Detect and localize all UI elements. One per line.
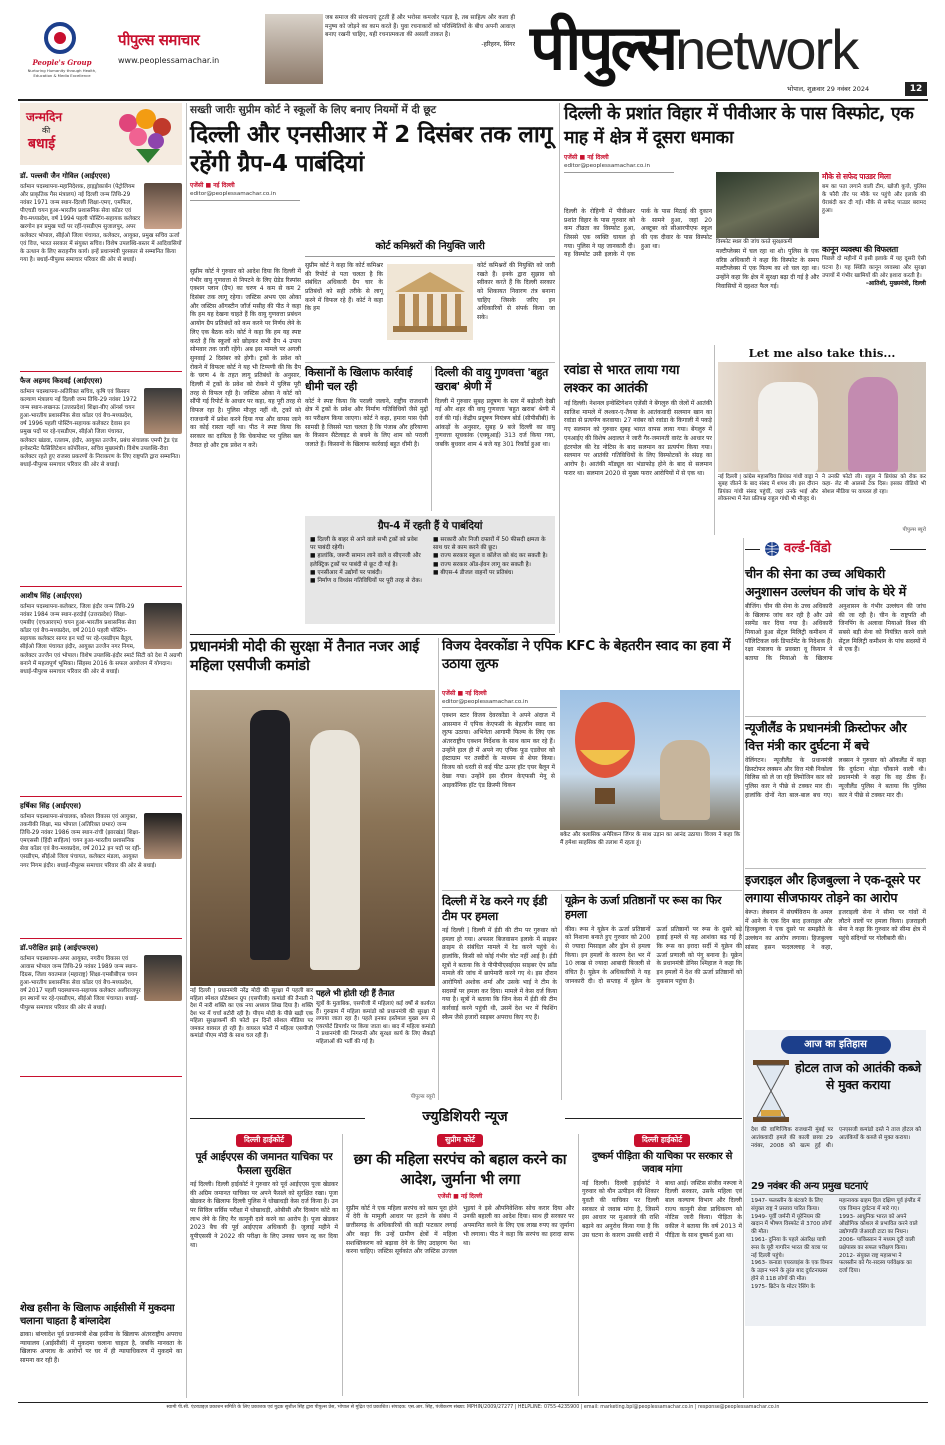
lmt-source: पीपुल्स ब्यूरो bbox=[902, 527, 926, 533]
person-bio: वर्तमान पदस्थापना-संचालक, कौशल विकास एवं आयुक्त, तकनीकी शिक्षा, मप्र भोपाल (अतिरिक्त प्रभार) जन्म तिथि-29 नवंबर 1986 जन्म स्थान-रांची (झारखंड) शिक्षा-एमएससी (हिंदी साहित्य) चयन हुआ-भारतीय प्रशासनिक सेवा कॉडर एवं बैच-मध्यप्रदेश, वर्ष 2012 इन पदों पर रहीं-एसडीएम, सीईओ जिला पंचायत, कलेक्टर मंडला, आयुक्त नगर निगम इंदौर। बधाई-पीपुल्स समाचार परिवार की ओर से बधाई। bbox=[20, 813, 157, 869]
sc-story bbox=[346, 1134, 574, 1398]
grap4-list-b bbox=[433, 536, 550, 577]
divider bbox=[190, 634, 555, 635]
divider bbox=[561, 894, 562, 1100]
events-list-b bbox=[839, 1198, 921, 1276]
event-item: 2006- पाकिस्तान ने मध्यम दूरी वाली प्रक्षेपास्त्र का सफल परीक्षण किया। bbox=[839, 1236, 915, 1251]
sc-label: सुप्रीम कोर्ट bbox=[437, 1134, 483, 1147]
person-bio: वर्तमान पदस्थापना-महानिदेशक, हाइड्रोकार्बन (पेट्रोलियम और प्राकृतिक गैस मंत्रालय) नई दिल्ली जन्म तिथि-29 नवंबर 1971 जन्म स्थान-दिल्ली शिक्षा-एमए, एमफिल, पीएचडी चयन हुआ-भारतीय प्रशासनिक सेवा कॉडर एवं बैच-मध्यप्रदेश, वर्ष 1994 पहली पोस्टिंग-सहायक कलेक्टर खरगोन इन प्रमुख पदों पर रहीं-एसडीएम सुजालपुर, अपर कलेक्टर भोपाल, सीईओ जिला पंचायत, कलेक्टर, आयुक्त, प्रमुख सचिव ऊर्जा एवं वित्त, भारत सरकार में संयुक्त सचिव। विशेष उपलब्धि-बस्तर में आदिवासियों के उत्थान के लिए सराहनीय कार्य। इन्हें प्रधानमंत्री पुरस्कार से सम्मानित किया गया है। बधाई-पीपुल्स समाचार परिवार की ओर से बधाई। bbox=[20, 183, 182, 263]
ed-body: नई दिल्ली | दिल्ली में ईडी की टीम पर गुरुवार को हमला हो गया। अफसर बिजवासन इलाके में साइबर क्राइम से संबंधित मामले में रेड करने पहुंचे थे। हालांकि, किसी को कोई गंभीर चोट नहीं आई है। ईडी सूत्रों ने बताया कि वे पीपीपीएसईएस साइबर ऐप फ्रॉड मामले की जांच में छापेमारी करने गए थे। इस दौरान आरोपियों अशोक शर्मा और उसके भाई ने टीम के सदस्यों पर हमला कर दिया। मामले में केस दर्ज किया गया है। सूत्रों ने बताया कि जिन केस में ईडी की टीम कार्रवाई करने पहुंची थी, उसमें देश भर में फिशिंग स्कैम जैसे हजारों साइबर अपराध किए गए हैं। bbox=[442, 926, 557, 1021]
hot-air-balloon-icon bbox=[570, 700, 640, 810]
history-lead: देश की वाणिज्यिक राजधानी मुंबई पर आतंकवादी हमले की काली छाया 29 नवंबर, 2008 को खत्म हुई थी। एनएसजी कमांडो दस्ते ने ताज होटल को आतंकियों के कब्जे से मुक्त कराया। bbox=[751, 1127, 921, 1150]
photo-figure bbox=[660, 740, 710, 820]
events-list-a bbox=[751, 1198, 833, 1292]
grap4-item: ■ बीएस-4 डीजल वाहनों पर प्रतिबंध। bbox=[433, 569, 514, 576]
website-link[interactable]: www.peoplessamachar.in bbox=[118, 56, 220, 66]
blast-body: दिल्ली के रोहिणी में पीवीआर प्रशांत विहार के पास गुरुवार को कम तीव्रता का विस्फोट हुआ, जिससे एक व्यक्ति घायल हो गया। पुलिस ने यह जानकारी दी। यह विस्फोट उसी इलाके में एक पार्क के पास मिठाई की दुकान के सामने हुआ, जहां 20 अक्टूबर को सीआरपीएफ स्कूल की एक दीवार के पास विस्फोट हुआ था। bbox=[564, 208, 712, 259]
china-headline: चीन की सेना का उच्च अधिकारी अनुशासन उल्लंघन की जांच के घेरे में bbox=[745, 566, 906, 599]
person-name: फैज अहमद किदवई (आईएएस) bbox=[20, 377, 103, 385]
birthday-person bbox=[20, 587, 182, 797]
birthday-person bbox=[20, 939, 182, 1077]
hc2-body: नई दिल्ली। दिल्ली हाईकोर्ट ने गुरुवार को यौन उत्पीड़न की शिकार युवती की याचिका पर दिल्ली सरकार से जवाब मांगा है, जिसमें इस आधार पर मुआवजे की राशि बढ़ाने का अनुरोध किया गया है कि उस घटना के कारण उसकी शादी में बाधा आई। जस्टिस संजीव नरूला ने दिल्ली सरकार, उसके महिला एवं बाल कल्याण विभाग और दिल्ली राज्य कानूनी सेवा प्राधिकरण को नोटिस जारी किया। पीड़िता के वकील ने बताया कि वर्ष 2013 में पीड़िता के साथ दुष्कर्म हुआ था। bbox=[582, 1179, 742, 1239]
sc-body: सुप्रीम कोर्ट ने एक महिला सरपंच को काम पूरा होने में देरी के मामूली आधार पर हटाने के संबंध में छत्तीसगढ़ के अधिकारियों की कड़ी फटकार लगाई और कहा कि उन्हें ग्रामीण क्षेत्रों में महिला सशक्तिकरण को बढ़ावा देने के लिए उदाहरण पेश करना चाहिए। जस्टिस सूर्यकांत और जस्टिस उज्जल भुइयां ने इसे औपनिवेशिक सोच करार दिया और उनकी बहाली का आदेश दिया। साथ ही सरकार पर अपमानित करने के लिए एक लाख रुपए का जुर्माना भी लगाया। पीठ ने कहा कि सरपंच का इरादा साफ था। bbox=[346, 1204, 574, 1256]
group-logo bbox=[22, 18, 102, 93]
divider bbox=[745, 549, 760, 550]
divider bbox=[714, 345, 715, 535]
vijay-body: एक्शन स्टार विजय देवरकोंडा ने अपने अंदाज में आसमान में एपिक केएफसी के बेहतरीन स्वाद का लुत्फ उठाया। अभिनेता आगामी फिल्म के लिए एक अंतरराष्ट्रीय एक्शन निर्देशक के साथ काम कर रहे हैं। उन्होंने हाल ही में अपने नए एपिक फूड एडवेंचर को इंस्टाग्राम पर तस्वीरों के माध्यम से शेयर किया। विजय को धरती से कई फीट ऊपर हॉट एयर बैलून में देखा गया। उन्होंने इस दौरान केएफसी मेनू से आइकॉनिक हॉट एंड क्रिस्पी चिकन bbox=[442, 712, 555, 789]
modi-sub-head: पहले भी होती रही हैं तैनात bbox=[316, 989, 395, 999]
grap4-item: ■ हालांकि, जरूरी सामान लाने वाले व सीएनजी और इलेक्ट्रिक ट्रकों पर पाबंदी से छूट दी गई है। bbox=[310, 553, 421, 568]
lmt-caption: नई दिल्ली | कांग्रेस महासचिव प्रियंका गांधी वाड्रा ने सुबह जीतने के बाद संसद में शपथ ली। इस दौरान प्रियंका गांधी संसद पहुंचीं, जहां उनके भाई और लोकसभा में नेता प्रतिपक्ष राहुल गांधी भी मौजूद थे। bbox=[718, 474, 818, 502]
masthead bbox=[0, 0, 945, 100]
air-quality-story bbox=[435, 366, 555, 516]
nz-body: वेलिंगटन। न्यूजीलैंड के प्रधानमंत्री क्रिस्टोफर लक्सन और वित्त मंत्री निकोला विलिस को ले जा रही लिमोजिन कार को पुलिस कार ने पीछे से टक्कर मार दी। हालांकि दोनों नेता बाल-बाल बच गए। लक्सन ने गुरुवार को ऑकलैंड में कहा कि दुर्घटना थोड़ा चौंकाने वाली थी। प्रधानमंत्री ने कहा कि वह ठीक हैं। न्यूजीलैंड पुलिस ने बताया कि पुलिस कार ने पीछे से टक्कर मार दी। bbox=[745, 757, 926, 799]
person-name: आशीष सिंह (आईएएस) bbox=[20, 592, 83, 600]
divider bbox=[442, 890, 742, 891]
quote-box bbox=[325, 14, 515, 92]
vijay-caption: बकेट और क्लासिक अमेरिकन जिंगर के साथ उड़ान का आनंद उठाया। विजय ने कहा कि मैं हमेशा साहसिक की तलाश में रहता हूं। bbox=[560, 832, 740, 846]
blast-extra-body: मल्टीप्लेक्स में चल रहा था शो। पुलिस के एक वरिष्ठ अधिकारी ने कहा कि विस्फोट के समय मल्टीप्लेक्स में एक फिल्म का शो चल रहा था। उन्होंने कहा कि क्षेत्र में सुरक्षा बढ़ा दी गई है और निवासियों में दहशत फैल गई। bbox=[716, 248, 819, 290]
judiciary-section bbox=[190, 1108, 742, 1398]
person-photo bbox=[144, 813, 182, 859]
globe-icon bbox=[764, 541, 780, 557]
modi-source: पीपुल्स ब्यूरो bbox=[410, 1094, 435, 1100]
blast-photo-caption: विस्फोट स्थल की जांच करते सुरक्षाकर्मी bbox=[716, 239, 793, 245]
masthead-rule bbox=[18, 99, 928, 101]
grap4-item: ■ राज्य सरकार स्कूल व कॉलेज को बंद कर सकती है। bbox=[433, 553, 548, 560]
modi-headline: प्रधानमंत्री मोदी की सुरक्षा में तैनात नजर आई महिला एसपीजी कमांडो bbox=[190, 639, 419, 674]
event-item: 2012- संयुक्त राष्ट्र महासभा ने फलस्तीन को गैर-सदस्य पर्यवेक्षक का दर्जा दिया। bbox=[839, 1252, 912, 1275]
world-window-title: वर्ल्ड-विंडो bbox=[784, 541, 831, 556]
divider bbox=[342, 1134, 343, 1396]
main-byline: एजेंसी ■ नई दिल्ली bbox=[190, 182, 235, 190]
law-head: कानून व्यवस्था की विफलता bbox=[822, 245, 898, 254]
grap4-list-a bbox=[310, 536, 425, 585]
main-email: editor@peoplessamachar.co.in bbox=[190, 191, 300, 201]
event-item: 1961- दुनिया के पहले अंतरिक्ष यात्री रूस के यूरी गागरिन भारत की यात्रा पर नई दिल्ली पहुंचे। bbox=[751, 1236, 828, 1259]
sc-headline: छग की महिला सरपंच को बहाल करने का आदेश, जुर्माना भी लगा bbox=[353, 1151, 567, 1188]
rwanda-story bbox=[564, 362, 712, 634]
person-name: हर्षिका सिंह (आईएएस) bbox=[20, 802, 82, 810]
hc1-story bbox=[190, 1134, 338, 1398]
divider bbox=[745, 868, 926, 869]
vijay-headline: विजय देवरकोंडा ने एपिक KFC के बेहतरीन स्वाद का हवा में उठाया लुत्फ bbox=[442, 638, 731, 672]
divider bbox=[565, 1118, 742, 1119]
grap4-item: ■ निर्माण व विध्वंस गतिविधियों पर पूरी तरह से रोक। bbox=[310, 578, 422, 585]
china-body: बीजिंग। चीन की सेना के उच्च अधिकारी के खिलाफ जांच कर रही है और उसे सस्पेंड कर दिया गया है। अधिकारी मियाओ हुआ सेंट्रल मिलिट्री कमीशन में पॉलिटिकल वर्क डिपार्टमेंट के निदेशक हैं। रक्षा मंत्रालय के प्रवक्ता वू कियान ने बताया कि मियाओ के खिलाफ अनुशासन के गंभीर उल्लंघन की जांच की जा रही है। चीन के राष्ट्रपति शी जिनपिंग के अलावा मियाओ विश्व की सबसे बड़ी सेना को नियंत्रित करने वाले सेंट्रल मिलिट्री कमीशन के पांच सदस्यों में से एक हैं। bbox=[745, 603, 926, 663]
birthday-column bbox=[20, 103, 182, 1300]
modi-caption: नई दिल्ली | प्रधानमंत्री नरेंद्र मोदी की सुरक्षा में पहली बार महिला स्पेशल प्रोटेक्शन ग्रुप (एसपीजी) कमांडो की तैनाती ने देश में नारी शक्ति का एक नया अध्याय लिख दिया है। शक्ति देश भर में चर्चा बटोरी रही है। पीएम मोदी के पीछे खड़ी एक महिला सुरक्षाकर्मी की फोटो इन दिनों सोशल मीडिया पर जमकर वायरल हो रही है। वायरल फोटो में महिला एसपीजी कमांडो पीएम मोदी के साथ चल रही हैं। bbox=[190, 988, 313, 1040]
farmers-head: किसानों के खिलाफ कार्रवाई धीमी चल रही bbox=[305, 366, 413, 394]
flower-bouquet-icon bbox=[108, 105, 178, 163]
photo-figure bbox=[758, 382, 818, 472]
court-commissioner-box bbox=[305, 240, 555, 360]
person-bio: वर्तमान पदस्थापना-अपर आयुक्त, नगरीय विकास एवं आवास भोपाल जन्म तिथि-29 नवंबर 1989 जन्म स्थान-दिग्रस, जिला यवतमाल (महाराष्ट्र) शिक्षा-एमबीबीएस चयन हुआ-भारतीय प्रशासनिक सेवा कॉडर एवं बैच-मध्यप्रदेश, वर्ष 2017 पहली पदस्थापना-सहायक कलेक्टर अलीराजपुर इन स्थानों पर रहे-एसडीएम, सीईओ जिला पंचायत। बधाई-पीपुल्स समाचार परिवार की ओर से बधाई। bbox=[20, 955, 141, 1011]
air-quality-head: दिल्ली की वायु गुणवत्ता 'बहुत खराब' श्रेणी में bbox=[435, 366, 548, 394]
blast-byline: एजेंसी ■ नई दिल्ली bbox=[564, 154, 609, 162]
paper-name: पीपुल्स समाचार bbox=[118, 31, 200, 49]
lmt-photo bbox=[718, 362, 926, 472]
ed-headline: दिल्ली में रेड करने गए ईडी टीम पर हमला bbox=[442, 894, 547, 923]
grap4-item: ■ सरकारी और निजी दफ्तरों में 50 फीसदी क्षमता के साथ घर से काम करने की छूट। bbox=[433, 537, 546, 552]
birthday-person bbox=[20, 372, 182, 587]
hc1-label: दिल्ली हाईकोर्ट bbox=[236, 1134, 292, 1147]
main-body: सुप्रीम कोर्ट ने गुरुवार को आदेश दिया कि दिल्ली में गंभीर वायु गुणवत्ता से निपटने के लिए ग्रेडेड रिस्पांस एक्शन प्लान (ग्रैप) का चरण 4 कम से कम 2 दिसंबर तक लागू रहेगा। जस्टिस अभय एस ओका और जस्टिस ऑगस्टीन जॉर्ज मसीह की पीठ ने कहा कि हम यह देखना चाहते हैं कि वायु गुणवत्ता प्रबंधन आयोग ग्रैप प्रतिबंधों को कम करने पर निर्णय लेने के लिए एक बैठक करे। कोर्ट ने कहा कि हम यह स्पष्ट करते हैं कि स्कूलों को छोड़कर सभी ग्रैप 4 उपाय सोमवार तक जारी रहेंगे। अब इस मामले पर अगली सुनवाई 2 दिसंबर को होगी। ट्रकों के प्रवेश को रोकने में विफलः कोर्ट ने यह भी टिप्पणी की कि ग्रैप के चरण 4 के तहत लागू प्रतिबंधों के अनुसार, दिल्ली में ट्रकों के प्रवेश को रोकने में पुलिस पूरी तरह से विफल रही है। जस्टिस ओका ने कोर्ट को सौंपी गई रिपोर्ट के आधार पर कहा, यह पूरी तरह से विफल रहा है। पुलिस मौजूद नहीं थी, ट्रकों को राजधानी में प्रवेश करने दिया गया और वापस जाने का कोई रास्ता नहीं था। पीठ ने स्पष्ट किया कि सरकार का दायित्व है कि चेकपोस्ट पर पुलिस बल तैनात हो और ट्रक प्रवेश न करें। bbox=[190, 268, 301, 449]
divider bbox=[890, 549, 926, 550]
brand-english: network bbox=[675, 18, 858, 81]
blast-photo bbox=[716, 172, 819, 238]
vijay-byline: एजेंसी ■ नई दिल्ली bbox=[442, 690, 487, 697]
paper-logo bbox=[118, 30, 263, 75]
grap4-item: ■ एनसीआर में उद्योगों पर पाबंदी। bbox=[310, 569, 382, 576]
footer-imprint: स्वामी पी.सी. एंटरप्राइज़ प्रकाशन समिति के लिए प्रकाशक एवं मुद्रक सुशील सिंह द्वारा पीपुल्स प्रेस, भोपाल से मुद्रित एवं प्रकाशित। संपादक: एस.आर. सिंह, पंजीकरण संख्या: MPHIN/2009/27277 | HELPLINE: 0755-4235900 | email: marketing.bpl@peoplessamachar.co.in | response@peoplessamachar.co.in bbox=[166, 1405, 780, 1410]
judiciary-title: ज्युडिशियरी न्यूज bbox=[422, 1109, 508, 1125]
sc-byline: एजेंसी ■ नई दिल्ली bbox=[437, 1193, 483, 1201]
event-item: महानायक ग्राहम हिल दक्षिण पूर्व इंग्लैंड में एक विमान दुर्घटना में मारे गए। bbox=[839, 1198, 921, 1212]
modi-photo bbox=[190, 690, 435, 986]
blast-headline: दिल्ली के प्रशांत विहार में पीवीआर के पास विस्फोट, एक माह में क्षेत्र में दूसरा धमाका bbox=[564, 104, 914, 148]
person-photo bbox=[144, 388, 182, 434]
divider bbox=[745, 716, 926, 717]
rwanda-body: नई दिल्ली। नेशनल इन्वेस्टिगेशन एजेंसी ने बेंगलुरु की जेलों में आतंकी साजिश मामले में लश्कर-ए-तैयबा के आतंकवादी सलमान खान का रवांडा से प्रत्यर्पण करवाया। 27 नवंबर को रवांडा के किगाली में पकड़े गए सलमान को गुरुवार सुबह भारत वापस लाया गया। बेंगलुरु में एनआईए की विशेष अदालत ने जारी गैर-जमानती वारंट के आधार पर इंटरपोल की रेड नोटिस के बाद सलमान का प्रत्यर्पण किया गया। सलमान पर आतंकी गतिविधियों के लिए विस्फोटकों के संग्रह का आरोप है। आतंकी मॉड्यूल का भंडाफोड़ होने के बाद से सलमान फरार था। सलमान 2020 से मुख्य फरार आरोपियों में से एक था। bbox=[564, 400, 712, 477]
divider bbox=[190, 1118, 365, 1119]
hc1-body: नई दिल्ली। दिल्ली हाईकोर्ट ने गुरुवार को पूर्व आईएएस पूजा खेडकर की अग्रिम जमानत याचिका पर अपने फैसले को सुरक्षित रखा। पूजा खेडकर के खिलाफ दिल्ली पुलिस ने धोखाधड़ी केस दर्ज किया है। उन पर सिविल सर्विस परीक्षा में धोखाधड़ी, ओबीसी और दिव्यांग कोटे का लाभ लेने के लिए गैर कानूनी दावे करने का आरोप है। पूजा खेडकर 2023 बैच की पूर्व आईएएस अधिकारी हैं। जुलाई महीने में यूपीएससी ने 2022 की परीक्षा के लिए उनका चयन रद्द कर दिया था। bbox=[190, 1180, 338, 1249]
grap4-item: ■ राज्य सरकार ऑड-ईवन लागू कर सकती है। bbox=[433, 561, 531, 568]
column-divider bbox=[743, 538, 744, 1398]
divider bbox=[578, 1134, 579, 1396]
rwanda-headline: रवांडा से भारत लाया गया लश्कर का आतंकी bbox=[564, 363, 680, 396]
law-source: -आतिशी, मुख्यमंत्री, दिल्ली bbox=[865, 280, 926, 288]
birthday-person bbox=[20, 797, 182, 939]
events-title: 29 नवंबर की अन्य प्रमुख घटनाएं bbox=[751, 1180, 921, 1195]
ukraine-headline: यूक्रेन के ऊर्जा प्रतिष्ठानों पर रूस का फिर हमला bbox=[565, 894, 722, 922]
israel-body: बेरूत। लेबनान में संघर्षविराम के अमल में आने के एक दिन बाद इजराइल और हिजबुल्ला ने एक दूसरे पर समझौते के उल्लंघन का आरोप लगाया। हिजबुल्ला सांसद हसन फदलल्लाह ने कहा, इजराइली सेना ने सीमा पर गांवों में लौटने वालों पर हमला किया। इजराइली सेना ने कहा कि गुरुवार को सीमा क्षेत्र में पहुंचे संदिग्धों पर गोलीबारी की। bbox=[745, 909, 926, 951]
grap4-box bbox=[305, 516, 555, 624]
footer-rule bbox=[18, 1402, 928, 1403]
person-photo bbox=[144, 183, 182, 229]
hasina-body: ढाका। बांग्लादेश पूर्व प्रधानमंत्री शेख हसीना के खिलाफ अंतरराष्ट्रीय अपराध न्यायालय (आईसीसी) में मुकदमा चलाना चाहता है, जबकि मानवता के खिलाफ अपराध के आरोपों पर घर में ही न्यायाधिकरण में मुकदमे का सामना कर रही हैं। bbox=[20, 1331, 182, 1365]
main-kicker: सख्ती जारीः सुप्रीम कोर्ट ने स्कूलों के लिए बनाए नियमों में दी छूट bbox=[190, 104, 437, 116]
brand-logo bbox=[530, 4, 920, 84]
law-box bbox=[822, 244, 926, 340]
farmers-story bbox=[305, 366, 428, 516]
brand-hindi: पीपुल्स bbox=[530, 11, 676, 84]
birthday-person bbox=[20, 167, 182, 372]
dateline: भोपाल, शुक्रवार 29 नवंबर 2024 bbox=[787, 85, 870, 93]
court-commissioner-col1: सुप्रीम कोर्ट ने कहा कि कोर्ट कमिश्नर की रिपोर्ट से पता चलता है कि संबंधित अधिकारी ग्रैप चार के प्रतिबंधों को सही तरीके से लागू करने में विफल रहे हैं। कोर्ट ने कहा कि हम bbox=[305, 262, 383, 313]
hasina-story bbox=[20, 1302, 182, 1396]
event-item: 1963- कनाडा एयरलाइंस के एक विमान के उड़ान भरने के तुरंत बाद दुर्घटनाग्रस्त होने से 118 लोगों की मौत। bbox=[751, 1260, 833, 1282]
ed-story bbox=[442, 894, 557, 1100]
person-bio: वर्तमान पदस्थापना-कलेक्टर, जिला इंदौर जन्म तिथि-29 नवंबर 1984 जन्म स्थान-हरदोई (उत्तरप्रदेश) शिक्षा-एमबीए (एचआरएम) चयन हुआ-भारतीय प्रशासनिक सेवा कॉडर एवं बैच-मध्यप्रदेश, वर्ष 2010 पहली पोस्टिंग-सहायक कलेक्टर सागर इन पदों पर रहे-एसडीएम बैतूल, सीईओ जिला पंचायत इंदौर, आयुक्त उज्जैन नगर निगम, कलेक्टर उज्जैन एवं भोपाल। विशेष उपलब्धि-इंदौर स्मार्ट सिटी को देश में अग्रणी बनाने में महत्वपूर्ण भूमिका। सिंहस्थ 2016 के सफल आयोजन में योगदान। बधाई-पीपुल्स समाचार परिवार की ओर से बधाई। bbox=[20, 603, 182, 675]
blast-extra bbox=[716, 248, 819, 358]
blast-email: editor@peoplessamachar.co.in bbox=[564, 163, 674, 173]
person-photo bbox=[144, 603, 182, 649]
photo-figure bbox=[250, 710, 290, 960]
birthday-title-line2: की bbox=[42, 126, 51, 135]
vijay-byline-block bbox=[442, 690, 557, 708]
hourglass-icon bbox=[751, 1060, 791, 1122]
lmt-caption-2: ने उनकी फोटो ली। राहुल ने प्रियंका को रोक कर कहा- लेट मी आलसो टेक दिस। इसका वीडियो भी सोशल मीडिया पर वायरल हो रहा। bbox=[822, 474, 926, 495]
hasina-headline: शेख हसीना के खिलाफ आईसीसी में मुकदमा चलाना चाहता है बांग्लादेश bbox=[20, 1303, 175, 1327]
divider bbox=[438, 638, 439, 1100]
group-name: People's Group bbox=[32, 58, 92, 67]
grap4-head: ग्रैप-4 में रहती हैं ये पाबंदियां bbox=[377, 520, 483, 532]
history-headline: होटल ताज को आतंकी कब्जे से मुक्त कराया bbox=[795, 1060, 921, 1092]
court-commissioner-col2: कोर्ट कमिश्नरों की नियुक्ति को जारी रखते हैं। इनके द्वारा सुझाव को स्वीकार करते हैं कि दिल्ली सरकार को शिकायत निवारण तंत्र बनाना चाहिए जिसके जरिए इन अधिकारियों से संपर्क किया जा सके। bbox=[477, 262, 555, 322]
group-logo-icon bbox=[40, 18, 80, 58]
person-name: डॉ.परीक्षित झाड़े (आईएफएस) bbox=[20, 944, 99, 952]
page-number: 12 bbox=[905, 82, 927, 96]
vijay-email: editor@peoplessamachar.co.in bbox=[442, 699, 557, 709]
blast-story bbox=[564, 103, 926, 178]
person-bio: वर्तमान पदस्थापना-अतिरिक्त सचिव, कृषि एवं किसान कल्याण मंत्रालय नई दिल्ली जन्म तिथि-29 नवंबर 1972 जन्म स्थान-लखनऊ (उत्तरप्रदेश) शिक्षा-बीए ऑनर्स चयन हुआ-भारतीय प्रशासनिक सेवा कॉडर एवं बैच-मध्यप्रदेश, वर्ष 1996 पहली पोस्टिंग-सहायक कलेक्टर देवास इन प्रमुख पदों पर रहे-एसडीएम, सीईओ जिला पंचायत, कलेक्टर खंडवा, रतलाम, इंदौर, आयुक्त उज्जैन, प्रबंध संचालक एमपी ट्रेड एंड इन्वेस्टमेंट फैसिलिटेशन कॉर्पोरेशन, सचिव मुख्यमंत्री। विशेष उपलब्धि-रीवा कलेक्टर रहते हुए राजस्व प्रकरणों के निराकरण के लिए राष्ट्रपति द्वारा सम्मानित। बधाई-पीपुल्स समाचार परिवार की ओर से बधाई। bbox=[20, 388, 181, 468]
birthday-banner bbox=[20, 103, 182, 165]
quote-author-photo bbox=[265, 14, 323, 84]
court-commissioner-head: कोर्ट कमिश्नरों की नियुक्ति जारी bbox=[305, 240, 555, 257]
person-photo bbox=[144, 955, 182, 1001]
hc1-headline: पूर्व आईएएस की जमानत याचिका पर फैसला सुरक्षित bbox=[195, 1150, 333, 1177]
hc2-story bbox=[582, 1134, 742, 1398]
ukraine-story bbox=[565, 894, 742, 1100]
event-item: 1993- आधुनिक भारत को अपने औद्योगिक कौशल से प्रभावित करने वाले उद्योगपति जेआरडी टाटा का निधन। bbox=[839, 1213, 918, 1236]
photo-figure bbox=[848, 377, 898, 472]
blast-sidebar-body: बम का पता लगाने वाली टीम, खोजी कुत्ते, पुलिस के फौरी तौर पर मौके पर पहुंचे और इलाके की घेराबंदी कर दी गई। मौके से सफेद पाउडर बरामद हुआ। bbox=[822, 183, 926, 214]
israel-headline: इजराइल और हिजबुल्ला ने एक-दूसरे पर लगाया सीजफायर तोड़ने का आरोप bbox=[745, 872, 920, 905]
modi-sub-body: सूत्रों के मुताबिक, एसपीजी में महिलाएं कई वर्षों से कार्यरत हैं। गुरुग्राम में महिला कमांडो को प्रधानमंत्री की सुरक्षा में लगाया जाता रहा है। पहले इनका इस्तेमाल मुख्य रूप से एयरपोर्ट डिपार्चर पर किया जाता था। बाद में महिला कमांडो ने प्रधानमंत्री की निगरानी और सुरक्षा कार्य के लिए सैकड़ों महिलाओं की भर्ती की गई है। bbox=[316, 1001, 435, 1045]
divider bbox=[305, 362, 555, 363]
column-divider bbox=[559, 103, 560, 633]
israel-story bbox=[745, 871, 926, 1021]
birthday-list bbox=[20, 167, 182, 1077]
farmers-body: कोर्ट ने स्पष्ट किया कि पराली जलाने, राष्ट्रीय राजधानी क्षेत्र में ट्रकों के प्रवेश और निर्माण गतिविधियों जैसे मुद्दों का परीक्षण किया जाएगा। कोर्ट ने कहा, हमारा पास ऐसी सामग्री है जिससे पता चलता है कि पंजाब और हरियाणा के किसान सैटेलाइट से बचने के लिए शाम को पराली जलाते हैं। किसानों के खिलाफ कार्रवाई बहुत धीमी है। bbox=[305, 397, 428, 449]
history-box bbox=[745, 1030, 926, 1326]
person-name: डॉ. पल्लवी जैन गोविल (आईएएस) bbox=[20, 172, 111, 180]
event-item: 1975- ब्रिटेन के मोटर रेसिंग के bbox=[751, 1283, 815, 1290]
hc2-headline: दुष्कर्म पीड़िता की याचिका पर सरकार से जवाब मांगा bbox=[591, 1150, 733, 1176]
blast-sidebar-head: मौके से सफेद पाउडर मिला bbox=[822, 172, 891, 181]
nz-headline: न्यूजीलैंड के प्रधानमंत्री क्रिस्टोफर और वित्त मंत्री कार दुर्घटना में बचे bbox=[745, 720, 907, 753]
blast-sidebar bbox=[822, 172, 926, 242]
supreme-court-illustration bbox=[387, 264, 473, 340]
hc2-label: दिल्ली हाईकोर्ट bbox=[634, 1134, 690, 1147]
main-headline: दिल्ली और एनसीआर में 2 दिसंबर तक लागू रहेंगी ग्रैप-4 पाबंदियां bbox=[190, 121, 553, 177]
nz-story bbox=[745, 719, 926, 851]
vijay-photo bbox=[560, 690, 740, 830]
world-window-label bbox=[760, 538, 890, 560]
history-label: आज का इतिहास bbox=[781, 1036, 891, 1054]
birthday-title-line1: जन्मदिन bbox=[26, 110, 63, 124]
air-quality-body: दिल्ली में गुरुवार सुबह प्रदूषण के स्तर में बढ़ोतरी देखी गई और शहर की वायु गुणवत्ता 'बहुत खराब' श्रेणी में दर्ज की गई। केंद्रीय प्रदूषण नियंत्रण बोर्ड (सीपीसीबी) के आंकड़ों के अनुसार, सुबह 9 बजे दिल्ली का वायु गुणवत्ता सूचकांक (एक्यूआई) 313 दर्ज किया गया, जबकि बुधवार शाम 4 बजे यह 301 रिकॉर्ड हुआ था। bbox=[435, 397, 555, 449]
photo-figure bbox=[310, 730, 360, 970]
lmt-title: Let me also take this... bbox=[748, 346, 896, 360]
group-tagline: Nurturing Humanity through Health, Education & Media Excellence bbox=[27, 68, 97, 78]
law-body: पिछले दो महीनों में इसी इलाके में यह दूसरी ऐसी घटना है। यह स्थिति कानून व्यवस्था और सुरक्षा उपायों में गंभीर खामियों की ओर इशारा करती है। bbox=[822, 256, 926, 279]
ukraine-body: कीव। रूस ने यूक्रेन के ऊर्जा प्रतिष्ठानों को निशाना बनाते हुए गुरुवार को 200 से ज्यादा मिसाइल और ड्रोन से हमला किया। इन हमलों के कारण देश भर में 10 लाख से ज्यादा आबादी बिजली से वंचित है। यूक्रेन के अधिकारियों ने यह जानकारी दी। दो सप्ताह में यूक्रेन के ऊर्जा प्रतिष्ठानों पर रूस के दूसरे बड़े हवाई हमले से यह आशंका बढ़ गई है कि रूस का इरादा सर्दी में यूक्रेन की ऊर्जा प्रणाली को पंगु बनाना है। यूक्रेन के प्रधानमंत्री डेनिस श्मिहाल ने कहा कि इन हमलों में देश की ऊर्जा प्रतिष्ठानों को नुकसान पहुंचा है। bbox=[565, 925, 742, 985]
grap4-item: ■ दिल्ली के बाहर से आने वाले सभी ट्रकों को प्रवेश पर पाबंदी रहेगी। bbox=[310, 537, 418, 552]
event-item: 1949- पूर्वी जर्मनी में यूरेनियम की खदान में भीषण विस्फोट से 3700 लोगों की मौत। bbox=[751, 1213, 832, 1236]
event-item: 1947- फलस्तीन के बंटवारे के लिए संयुक्त राष्ट्र ने प्रस्ताव पारित किया। bbox=[751, 1198, 823, 1212]
quote-author: -हरिहरन, सिंगर bbox=[481, 40, 515, 48]
china-story bbox=[745, 565, 926, 687]
birthday-title-line3: बधाई bbox=[28, 136, 56, 152]
quote-text: जब समाज की संरचनाएं टूटती हैं और भरोसा कमजोर पड़ता है, तब साहित्य और कला ही मनुष्य को जोड़ने का काम करते हैं। युवा रचनाकारों को परिस्थितियों के बीच अपनी आवाज़ बनाए रखनी चाहिए, यही रचनात्मकता की असली ताकत है। bbox=[325, 15, 515, 39]
divider bbox=[431, 366, 432, 511]
modi-sub bbox=[316, 988, 435, 1093]
column-divider bbox=[186, 103, 187, 1398]
